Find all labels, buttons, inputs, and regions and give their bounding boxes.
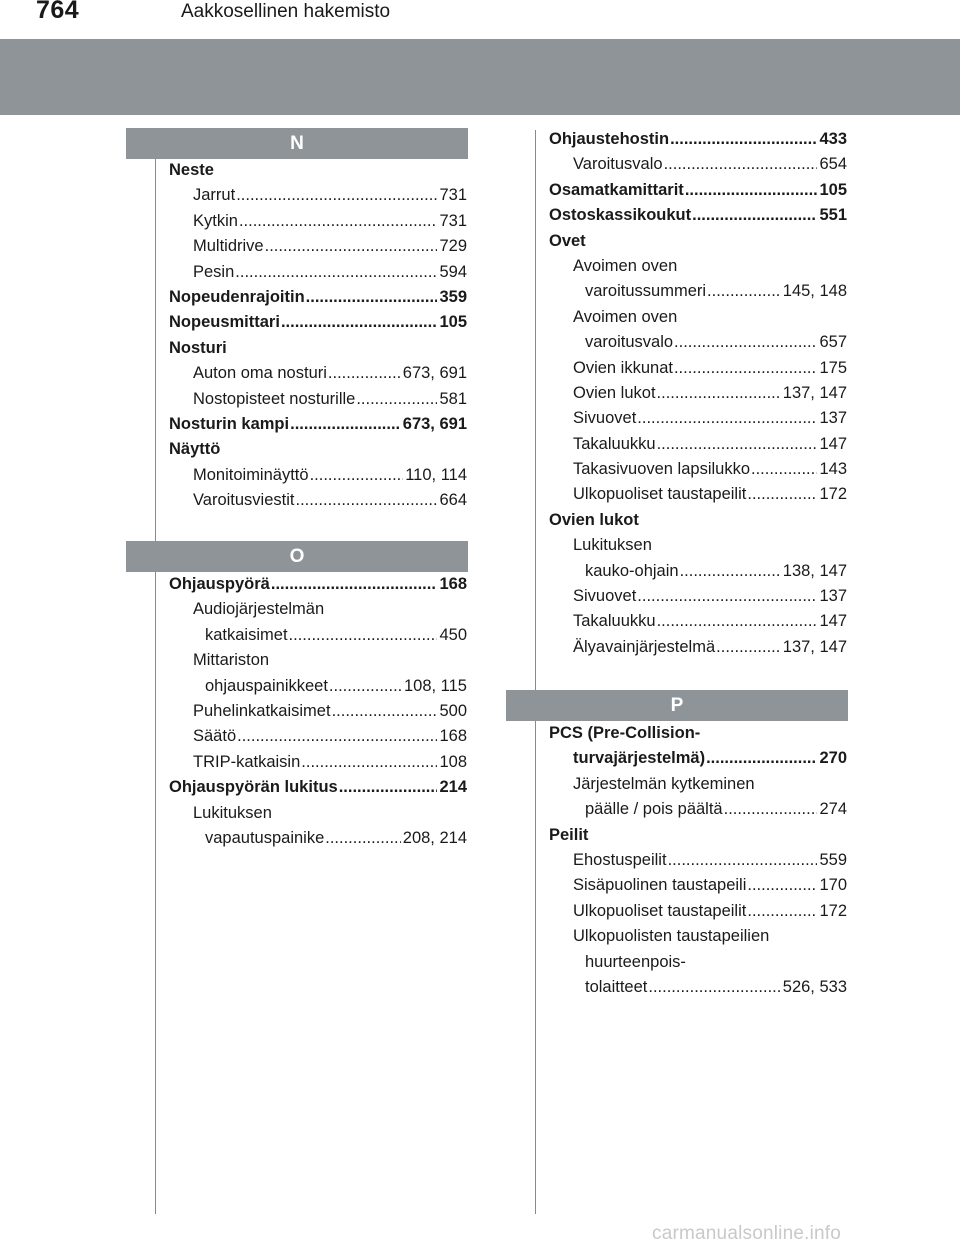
dot-leader xyxy=(692,206,817,225)
entry-label: Ehostuspeilit xyxy=(573,850,667,869)
entry-label: Ulkopuolisten taustapeilien xyxy=(573,927,770,946)
dot-leader xyxy=(265,237,438,256)
entry-label: Avoimen oven xyxy=(573,307,678,326)
index-entry xyxy=(549,282,847,307)
page-reference[interactable]: 147 xyxy=(819,612,847,631)
dot-leader xyxy=(281,313,438,332)
page-reference[interactable]: 450 xyxy=(439,625,467,644)
section-letter-p: P xyxy=(506,690,848,721)
page-reference[interactable]: 274 xyxy=(819,800,847,819)
entry-label: Neste xyxy=(169,161,214,179)
entry-label: Takaluukku xyxy=(573,434,656,453)
dot-leader xyxy=(664,155,818,174)
header-band xyxy=(0,39,960,115)
entry-label: Monitoiminäyttö xyxy=(193,465,309,484)
entry-label: Nostopisteet nosturille xyxy=(193,389,356,408)
index-entry xyxy=(169,727,467,752)
entry-label: Ovet xyxy=(549,231,586,250)
page-reference[interactable]: 168 xyxy=(439,727,467,746)
dot-leader xyxy=(747,876,817,895)
page-reference[interactable]: 172 xyxy=(819,901,847,920)
page-reference[interactable]: 526, 533 xyxy=(782,977,847,996)
index-entry xyxy=(169,829,467,854)
index-entry xyxy=(169,288,467,313)
page-reference[interactable]: 594 xyxy=(439,262,467,281)
dot-leader xyxy=(674,333,817,352)
index-entry xyxy=(169,575,467,600)
page-reference[interactable]: 172 xyxy=(819,485,847,504)
page-reference[interactable]: 500 xyxy=(439,701,467,720)
entry-label: varoitusvalo xyxy=(585,333,674,352)
entry-label: Pesin xyxy=(193,262,235,281)
index-entry xyxy=(169,778,467,803)
entry-label: Auton oma nosturi xyxy=(193,364,327,383)
dot-leader xyxy=(657,435,818,454)
index-entry xyxy=(549,485,847,510)
index-entry xyxy=(549,902,847,927)
index-entry xyxy=(169,491,467,516)
entry-label: Varoitusviestit xyxy=(193,491,295,510)
page-reference[interactable]: 731 xyxy=(439,186,467,205)
dot-leader xyxy=(657,612,818,631)
entry-label: Säätö xyxy=(193,727,237,746)
page-reference[interactable]: 729 xyxy=(439,237,467,256)
entry-label: huurteenpois- xyxy=(585,952,686,971)
index-entry xyxy=(169,626,467,651)
entry-label: Sivuovet xyxy=(573,409,637,428)
index-entry xyxy=(549,826,847,851)
dot-leader xyxy=(236,186,437,205)
page-reference[interactable]: 168 xyxy=(439,575,467,593)
page-reference[interactable]: 208, 214 xyxy=(402,828,467,847)
page-reference[interactable]: 559 xyxy=(819,850,847,869)
page-reference[interactable]: 581 xyxy=(439,389,467,408)
index-entry xyxy=(549,155,847,180)
page-reference[interactable]: 145, 148 xyxy=(782,282,847,301)
dot-leader xyxy=(657,384,781,403)
index-entry xyxy=(549,638,847,663)
index-entry xyxy=(549,775,847,800)
index-entry xyxy=(549,587,847,612)
index-entry xyxy=(169,804,467,829)
dot-leader xyxy=(716,638,781,657)
entry-label: turvajärjestelmä) xyxy=(573,749,706,768)
page-reference[interactable]: 673, 691 xyxy=(402,364,467,383)
entry-label: Nopeudenrajoitin xyxy=(169,287,305,306)
entry-label: vapautuspainike xyxy=(205,828,325,847)
entry-label: ohjauspainikkeet xyxy=(205,676,328,695)
section-letter-n: N xyxy=(126,128,468,159)
index-entry xyxy=(549,359,847,384)
index-entry xyxy=(549,460,847,485)
page-number: 764 xyxy=(36,0,80,24)
page-reference[interactable]: 105 xyxy=(819,180,847,199)
entry-label: Ovien lukot xyxy=(549,510,639,529)
entry-label: Ulkopuoliset taustapeilit xyxy=(573,901,747,920)
dot-leader xyxy=(668,851,818,870)
dot-leader xyxy=(329,677,402,696)
entry-label: kauko-ohjain xyxy=(585,561,679,580)
dot-leader xyxy=(685,181,818,200)
page-reference[interactable]: 137 xyxy=(819,409,847,428)
page-reference[interactable]: 551 xyxy=(819,206,847,225)
entry-label: Jarrut xyxy=(193,186,236,205)
dot-leader xyxy=(356,390,437,409)
entry-label: Ohjaustehostin xyxy=(549,130,670,148)
index-entry xyxy=(549,308,847,333)
entry-label: Näyttö xyxy=(169,440,221,459)
dot-leader xyxy=(648,978,780,997)
index-entry xyxy=(169,390,467,415)
index-entry xyxy=(549,978,847,1003)
index-entry xyxy=(549,876,847,901)
page-reference[interactable]: 654 xyxy=(819,155,847,174)
entry-label: päälle / pois päältä xyxy=(585,800,723,819)
entry-label: Varoitusvalo xyxy=(573,155,663,174)
index-list-o-right xyxy=(549,130,847,663)
page-reference[interactable]: 110, 114 xyxy=(405,465,467,484)
dot-leader xyxy=(670,130,817,149)
index-entry xyxy=(549,851,847,876)
entry-label: Nosturi xyxy=(169,338,227,357)
entry-label: Sivuovet xyxy=(573,587,637,606)
index-entry xyxy=(169,753,467,778)
entry-label: Ostoskassikoukut xyxy=(549,206,692,225)
section-letter-o: O xyxy=(126,541,468,572)
index-entry xyxy=(169,339,467,364)
page-reference[interactable]: 138, 147 xyxy=(782,561,847,580)
page-title: Aakkosellinen hakemisto xyxy=(181,1,391,22)
entry-label: varoitussummeri xyxy=(585,282,707,301)
entry-label: Multidrive xyxy=(193,237,264,256)
dot-leader xyxy=(747,902,817,921)
dot-leader xyxy=(235,263,437,282)
index-entry xyxy=(169,364,467,389)
index-entry xyxy=(169,677,467,702)
dot-leader xyxy=(707,282,781,301)
page-reference[interactable]: 664 xyxy=(439,491,467,510)
dot-leader xyxy=(289,626,438,645)
entry-label: Sisäpuolinen taustapeili xyxy=(573,876,747,895)
dot-leader xyxy=(237,727,437,746)
index-entry xyxy=(169,212,467,237)
entry-label: Ohjauspyörä xyxy=(169,575,270,593)
dot-leader xyxy=(310,466,404,485)
page-reference[interactable]: 137 xyxy=(819,587,847,606)
right-column-rule xyxy=(535,130,536,1214)
index-entry xyxy=(169,415,467,440)
watermark: carmanualsonline.info xyxy=(652,1223,842,1244)
page-reference[interactable]: 175 xyxy=(819,358,847,377)
dot-leader xyxy=(328,364,401,383)
dot-leader xyxy=(706,749,817,768)
index-entry xyxy=(549,724,847,749)
index-entry xyxy=(169,600,467,625)
index-entry xyxy=(549,749,847,774)
entry-label: Puhelinkatkaisimet xyxy=(193,701,331,720)
index-entry xyxy=(549,927,847,952)
page-header xyxy=(0,0,960,30)
entry-label: Nopeusmittari xyxy=(169,313,280,332)
dot-leader xyxy=(290,415,401,434)
index-entry xyxy=(549,257,847,282)
entry-label: Takaluukku xyxy=(573,612,656,631)
dot-leader xyxy=(239,212,438,231)
entry-label: Takasivuoven lapsilukko xyxy=(573,460,751,479)
entry-label: Mittariston xyxy=(193,651,270,670)
entry-label: Ulkopuoliset taustapeilit xyxy=(573,485,747,504)
entry-label: Lukituksen xyxy=(573,536,652,555)
dot-leader xyxy=(301,753,437,772)
page-reference[interactable]: 359 xyxy=(439,287,467,306)
entry-label: Lukituksen xyxy=(193,803,272,822)
index-entry xyxy=(549,409,847,434)
index-entry xyxy=(169,161,467,186)
entry-label: Avoimen oven xyxy=(573,256,678,275)
index-entry xyxy=(549,511,847,536)
page-reference[interactable]: 270 xyxy=(819,749,847,768)
index-entry xyxy=(169,440,467,465)
page-reference[interactable]: 137, 147 xyxy=(782,637,847,656)
entry-label: Ohjauspyörän lukitus xyxy=(169,778,338,797)
dot-leader xyxy=(306,288,438,307)
index-entry xyxy=(549,536,847,561)
index-entry xyxy=(549,333,847,358)
index-entry xyxy=(549,562,847,587)
index-entry xyxy=(549,800,847,825)
entry-label: katkaisimet xyxy=(205,625,288,644)
dot-leader xyxy=(637,409,817,428)
index-entry xyxy=(169,702,467,727)
entry-label: Ovien lukot xyxy=(573,383,656,402)
dot-leader xyxy=(751,460,817,479)
entry-label: Peilit xyxy=(549,825,589,844)
page-reference[interactable]: 147 xyxy=(819,434,847,453)
page-reference[interactable]: 731 xyxy=(439,211,467,230)
page-reference[interactable]: 143 xyxy=(819,460,847,479)
page-reference[interactable]: 433 xyxy=(819,130,847,148)
page-reference[interactable]: 108, 115 xyxy=(403,676,467,695)
page-reference[interactable]: 657 xyxy=(819,333,847,352)
page-reference[interactable]: 137, 147 xyxy=(782,383,847,402)
index-list-p xyxy=(549,724,847,1003)
index-list-o-left xyxy=(169,575,467,854)
index-entry xyxy=(169,466,467,491)
entry-label: Älyavainjärjestelmä xyxy=(573,637,716,656)
index-entry xyxy=(549,953,847,978)
dot-leader xyxy=(674,359,818,378)
page-reference[interactable]: 170 xyxy=(819,876,847,895)
entry-label: Audiojärjestelmän xyxy=(193,600,325,619)
entry-label: PCS (Pre-Collision- xyxy=(549,724,701,742)
index-entry xyxy=(549,181,847,206)
index-entry xyxy=(169,237,467,262)
dot-leader xyxy=(325,829,401,848)
index-entry xyxy=(549,232,847,257)
left-column-rule xyxy=(155,158,156,1214)
dot-leader xyxy=(295,491,437,510)
dot-leader xyxy=(637,587,817,606)
index-entry xyxy=(549,130,847,155)
entry-label: Järjestelmän kytkeminen xyxy=(573,774,755,793)
entry-label: Nosturin kampi xyxy=(169,414,290,433)
index-entry xyxy=(549,435,847,460)
index-entry xyxy=(169,263,467,288)
index-entry xyxy=(549,206,847,231)
page-reference[interactable]: 673, 691 xyxy=(402,414,467,433)
index-entry xyxy=(549,384,847,409)
dot-leader xyxy=(680,562,781,581)
index-entry xyxy=(169,186,467,211)
page-reference[interactable]: 108 xyxy=(439,752,467,771)
entry-label: TRIP-katkaisin xyxy=(193,752,301,771)
entry-label: tolaitteet xyxy=(585,977,648,996)
dot-leader xyxy=(271,575,438,594)
index-entry xyxy=(169,651,467,676)
entry-label: Osamatkamittarit xyxy=(549,180,684,199)
index-entry xyxy=(169,313,467,338)
dot-leader xyxy=(747,485,817,504)
dot-leader xyxy=(332,702,438,721)
dot-leader xyxy=(339,778,438,797)
dot-leader xyxy=(724,800,818,819)
entry-label: Ovien ikkunat xyxy=(573,358,673,377)
index-entry xyxy=(549,612,847,637)
index-list-n xyxy=(169,161,467,516)
page-reference[interactable]: 105 xyxy=(439,313,467,332)
entry-label: Kytkin xyxy=(193,211,238,230)
page-reference[interactable]: 214 xyxy=(439,778,467,797)
